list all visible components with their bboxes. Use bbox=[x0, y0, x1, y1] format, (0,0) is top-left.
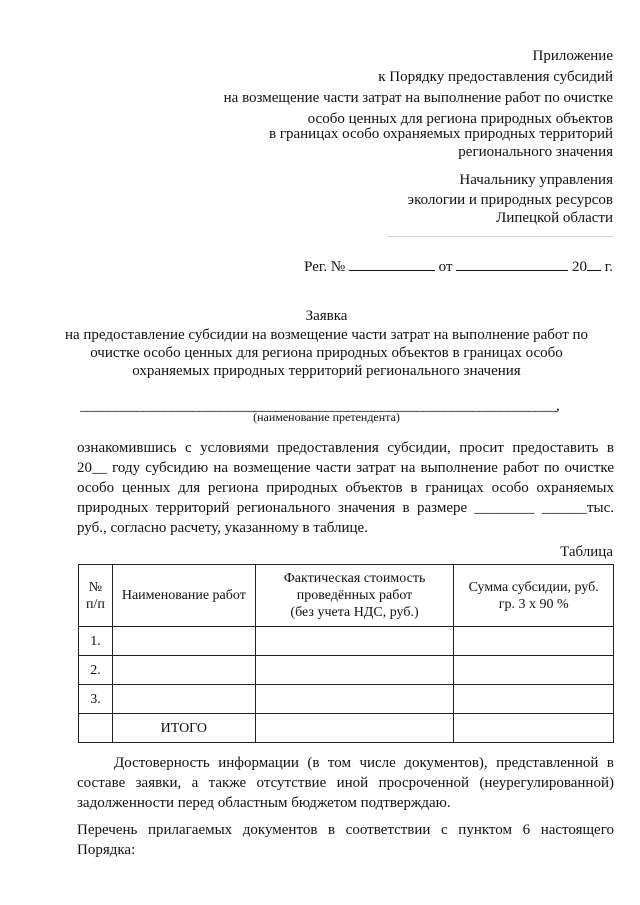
header-work-name-text: Наименование работ bbox=[121, 588, 246, 603]
table-cell[interactable] bbox=[112, 685, 255, 714]
header-line: Приложение bbox=[532, 48, 613, 64]
title-line: на предоставление субсидии на возмещение части затрат на выполнение работ по bbox=[64, 327, 589, 343]
header-work-name bbox=[112, 565, 255, 627]
header-number-text: № п/п bbox=[86, 579, 105, 612]
header-number bbox=[79, 565, 113, 627]
attachments-paragraph bbox=[77, 820, 614, 860]
header-actual-cost bbox=[255, 565, 454, 627]
applicant-name-field[interactable]: ____________________________________________________________________, bbox=[80, 398, 560, 414]
table-cell: 1. bbox=[79, 627, 113, 656]
request-text: ознакомившись с условиями предоставления субсидии, просит предоставить в 20__ году субсидию на возмещение части затрат на выполнение работ по очистке особо ценных для региона природных объектов в границах особо охраняемых природных территорий регионального значения в размере ________ ______тыс. руб., согласно расчету, указанному в таблице. bbox=[77, 440, 614, 536]
addressee-line: экологии и природных ресурсов bbox=[407, 192, 613, 208]
table-header-row bbox=[79, 565, 614, 627]
reg-year-field[interactable] bbox=[587, 256, 601, 271]
header-line: к Порядку предоставления субсидий bbox=[378, 69, 613, 85]
table-cell[interactable] bbox=[454, 656, 614, 685]
header-line: в границах особо охраняемых природных территорий bbox=[269, 126, 613, 142]
table-cell[interactable] bbox=[112, 627, 255, 656]
confirmation-paragraph bbox=[77, 753, 614, 813]
reg-year-prefix: 20 bbox=[572, 259, 588, 275]
signature-line bbox=[388, 236, 613, 237]
table-cell[interactable] bbox=[255, 714, 454, 743]
table-cell[interactable] bbox=[255, 627, 454, 656]
title-heading: Заявка bbox=[305, 308, 348, 324]
applicant-caption: (наименование претендента) bbox=[253, 410, 400, 424]
request-paragraph bbox=[77, 438, 614, 538]
confirmation-text: Достоверность информации (в том числе документов), представленной в составе заявки, а также отсутствие иной просроченной (неурегулированной) задолженности перед областным бюджетом подтверждаю. bbox=[77, 755, 614, 811]
table-row bbox=[79, 685, 614, 714]
header-subsidy-amount bbox=[454, 565, 614, 627]
table-cell[interactable] bbox=[454, 685, 614, 714]
title-line: очистке особо ценных для региона природных объектов в границах особо bbox=[90, 345, 563, 361]
table-total-label: ИТОГО bbox=[112, 714, 255, 743]
header-actual-cost-text: Фактическая стоимость проведённых работ (без учета НДС, руб.) bbox=[283, 571, 426, 620]
table-row bbox=[79, 627, 614, 656]
addressee-line: Липецкой области bbox=[496, 210, 613, 226]
header-line: регионального значения bbox=[458, 144, 613, 160]
addressee-line: Начальнику управления bbox=[459, 172, 613, 188]
table-cell[interactable] bbox=[454, 714, 614, 743]
reg-date-field[interactable] bbox=[456, 256, 568, 271]
reg-from-label: от bbox=[438, 259, 453, 275]
attachments-text: Перечень прилагаемых документов в соответствии с пунктом 6 настоящего Порядка: bbox=[77, 822, 614, 858]
title-line: охраняемых природных территорий регионального значения bbox=[132, 363, 521, 379]
table-cell[interactable] bbox=[112, 656, 255, 685]
table-cell[interactable] bbox=[255, 656, 454, 685]
table-total-row bbox=[79, 714, 614, 743]
table-cell bbox=[79, 714, 113, 743]
subsidy-table bbox=[78, 564, 614, 743]
table-cell: 2. bbox=[79, 656, 113, 685]
table-cell[interactable] bbox=[454, 627, 614, 656]
table-cell[interactable] bbox=[255, 685, 454, 714]
reg-number-label: Рег. № bbox=[304, 259, 346, 275]
header-subsidy-amount-text: Сумма субсидии, руб. гр. 3 х 90 % bbox=[468, 579, 599, 612]
header-line: особо ценных для региона природных объектов bbox=[307, 111, 613, 127]
reg-year-suffix: г. bbox=[604, 259, 613, 275]
reg-number-field[interactable] bbox=[349, 256, 435, 271]
table-label: Таблица bbox=[560, 544, 613, 560]
table-row bbox=[79, 656, 614, 685]
header-line: на возмещение части затрат на выполнение работ по очистке bbox=[223, 90, 613, 106]
registration-line bbox=[304, 256, 613, 277]
table-cell: 3. bbox=[79, 685, 113, 714]
